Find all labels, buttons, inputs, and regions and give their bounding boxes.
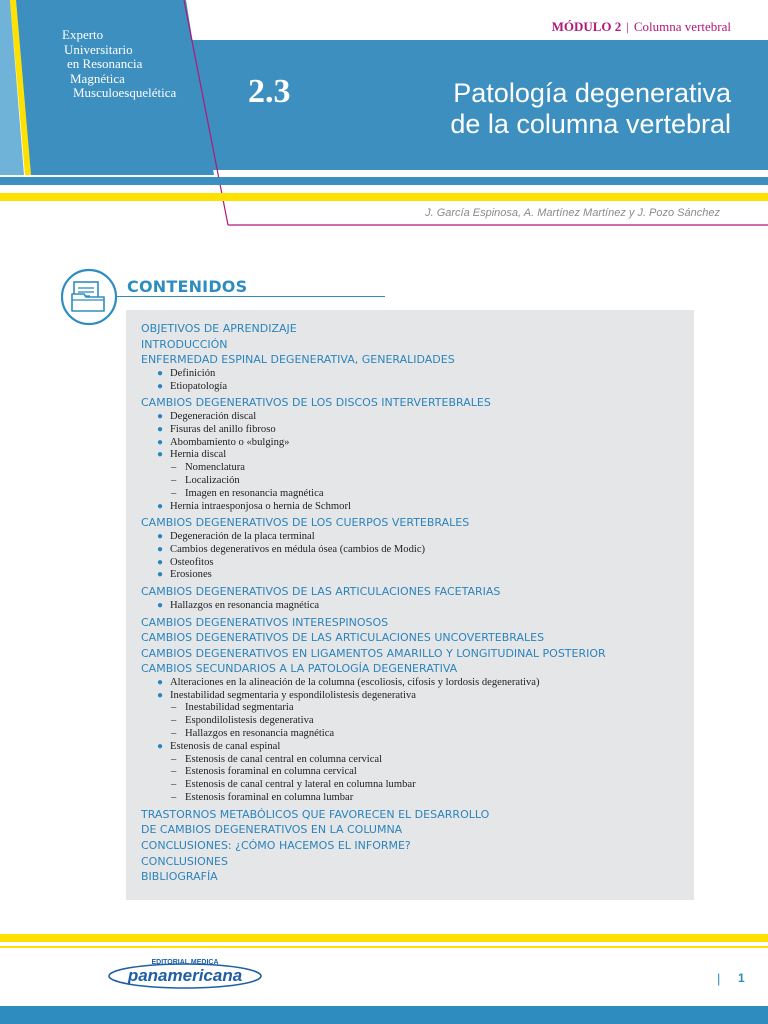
toc-subitem — [141, 600, 684, 613]
module-topic: Columna vertebral — [633, 19, 731, 34]
dash-icon: – — [171, 728, 177, 740]
toc-section-title: BIBLIOGRAFÍA — [141, 870, 218, 884]
toc-subitem — [141, 557, 684, 570]
toc-section-title: CAMBIOS DEGENERATIVOS EN LIGAMENTOS AMARILLO Y LONGITUDINAL POSTERIOR — [141, 646, 606, 660]
footer-yellow-line — [0, 946, 768, 948]
toc-subsubitem — [170, 792, 684, 805]
dash-icon: – — [171, 474, 177, 486]
toc-subitem-text: Osteofitos — [170, 556, 214, 568]
toc-subsubitem — [170, 702, 684, 715]
toc-subsubitem-text: Estenosis de canal central en columna cervical — [185, 753, 383, 765]
toc-section-title: CAMBIOS DEGENERATIVOS DE LAS ARTICULACIONES UNCOVERTEBRALES — [141, 631, 545, 645]
toc-subitem — [141, 411, 684, 424]
toc-subitem — [141, 677, 684, 690]
toc-subsubitem — [170, 488, 684, 501]
toc-section-title: TRASTORNOS METABÓLICOS QUE FAVORECEN EL DESARROLLO — [141, 807, 490, 821]
toc-section — [141, 630, 684, 646]
toc-subitem — [141, 690, 684, 741]
bullet-icon: ● — [157, 740, 164, 752]
toc-section-title: CAMBIOS DEGENERATIVOS DE LAS ARTICULACIONES FACETARIAS — [141, 585, 501, 599]
toc-subitem — [141, 501, 684, 514]
toc-subitem-list — [141, 411, 684, 513]
toc-subitem-list — [141, 677, 684, 805]
bullet-icon: ● — [157, 410, 164, 422]
toc-subitem — [141, 424, 684, 437]
toc-subitem-list — [141, 368, 684, 394]
document-folder-icon — [59, 267, 119, 327]
footer-blue-bar — [0, 1006, 768, 1024]
toc-section-title: CAMBIOS DEGENERATIVOS INTERESPINOSOS — [141, 615, 389, 629]
toc-section — [141, 515, 684, 582]
header-blue-stripe — [0, 177, 768, 185]
bullet-icon: ● — [157, 367, 164, 379]
toc-subsubitem-text: Estenosis foraminal en columna cervical — [185, 766, 357, 778]
toc-section — [141, 395, 684, 513]
publisher-name: panamericana — [127, 966, 243, 985]
series-title-line: Musculoesquelética — [73, 85, 177, 101]
toc-subsubitem-text: Espondilolistesis degenerativa — [185, 715, 314, 727]
toc-section-title: CAMBIOS DEGENERATIVOS DE LOS CUERPOS VERTEBRALES — [141, 516, 470, 530]
series-title — [62, 28, 176, 101]
bullet-icon: ● — [157, 500, 164, 512]
dash-icon: – — [171, 779, 177, 791]
toc-subsubitem — [170, 728, 684, 741]
bullet-icon: ● — [157, 380, 164, 392]
toc-section — [141, 337, 684, 353]
contents-heading: CONTENIDOS — [127, 277, 248, 296]
toc-subitem-text: Hernia discal — [170, 449, 227, 461]
publisher-top-text: EDITORIAL MEDICA — [151, 959, 219, 966]
series-title-line: Magnética — [70, 70, 125, 86]
toc-subitem-text: Degeneración discal — [170, 410, 257, 422]
toc-subsubitem-text: Estenosis de canal central y lateral en columna lumbar — [185, 779, 416, 791]
header-yellow-stripe — [0, 193, 768, 201]
series-title-line: Experto — [62, 27, 104, 42]
toc-section-title: CONCLUSIONES — [141, 854, 228, 868]
toc-subitem-list — [141, 531, 684, 582]
toc-subsubitem — [170, 475, 684, 488]
toc-section — [141, 615, 684, 631]
toc-subitem-text: Cambios degenerativos en médula ósea (cambios de Modic) — [170, 543, 426, 555]
page-number: 1 — [738, 971, 745, 985]
toc-subitem — [141, 381, 684, 394]
toc-subitem-text: Fisuras del anillo fibroso — [170, 423, 276, 435]
toc-section-title: OBJETIVOS DE APRENDIZAJE — [141, 322, 297, 335]
dash-icon: – — [171, 753, 177, 765]
dash-icon: – — [171, 766, 177, 778]
page-separator: | — [717, 971, 721, 986]
toc-subitem-text: Hernia intraesponjosa o hernia de Schmorl — [170, 500, 351, 512]
toc-subitem — [141, 569, 684, 582]
toc-list — [141, 321, 684, 885]
dash-icon: – — [171, 702, 177, 714]
table-of-contents — [126, 310, 694, 900]
toc-subitem-text: Estenosis de canal espinal — [170, 740, 281, 752]
toc-subsubitem-list — [170, 702, 684, 740]
toc-section-title: INTRODUCCIÓN — [141, 337, 228, 351]
toc-subsubitem-text: Localización — [185, 474, 240, 486]
toc-subitem-text: Erosiones — [170, 569, 212, 581]
toc-section — [141, 869, 684, 885]
bullet-icon: ● — [157, 599, 164, 611]
toc-subitem-text: Inestabilidad segmentaria y espondilolistesis degenerativa — [170, 689, 416, 701]
toc-subsubitem-text: Inestabilidad segmentaria — [185, 702, 294, 714]
toc-subitem-text: Alteraciones en la alineación de la columna (escoliosis, cifosis y lordosis degenerativa) — [170, 676, 540, 688]
bullet-icon: ● — [157, 423, 164, 435]
module-indicator — [552, 19, 731, 35]
authors: J. García Espinosa, A. Martínez Martínez y J. Pozo Sánchez — [425, 207, 720, 219]
series-title-line: en Resonancia — [67, 56, 143, 72]
toc-section — [141, 352, 684, 393]
footer-yellow-stripe — [0, 934, 768, 942]
toc-subsubitem-text: Estenosis foraminal en columna lumbar — [185, 792, 354, 804]
toc-subitem — [141, 368, 684, 381]
bullet-icon: ● — [157, 676, 164, 688]
bullet-icon: ● — [157, 436, 164, 448]
toc-section — [141, 854, 684, 870]
toc-subsubitem-list — [170, 754, 684, 805]
toc-section-title: CONCLUSIONES: ¿CÓMO HACEMOS EL INFORME? — [141, 839, 411, 853]
toc-subitem-text: Hallazgos en resonancia magnética — [170, 599, 320, 611]
toc-section-title: CAMBIOS SECUNDARIOS A LA PATOLOGÍA DEGENERATIVA — [141, 662, 458, 676]
toc-subsubitem — [170, 779, 684, 792]
chapter-title — [450, 78, 731, 140]
bullet-icon: ● — [157, 689, 164, 701]
toc-subitem — [141, 437, 684, 450]
toc-subsubitem — [170, 462, 684, 475]
toc-section — [141, 321, 684, 337]
toc-subitem-list — [141, 600, 684, 613]
chapter-title-line: Patología degenerativa — [453, 78, 731, 108]
toc-subitem — [141, 531, 684, 544]
chapter-number: 2.3 — [248, 73, 291, 110]
publisher-logo — [105, 955, 265, 991]
toc-subsubitem — [170, 754, 684, 767]
toc-subitem-text: Abombamiento o «bulging» — [170, 436, 290, 448]
bullet-icon: ● — [157, 569, 164, 581]
toc-section — [141, 822, 684, 838]
bullet-icon: ● — [157, 449, 164, 461]
bullet-icon: ● — [157, 543, 164, 555]
toc-subsubitem-text: Imagen en resonancia magnética — [185, 487, 324, 499]
toc-subitem-text: Definición — [170, 367, 216, 379]
series-title-line: Universitario — [64, 41, 133, 57]
bullet-icon: ● — [157, 556, 164, 568]
toc-subsubitem — [170, 766, 684, 779]
contents-heading-underline — [117, 296, 385, 297]
toc-subitem-text: Degeneración de la placa terminal — [170, 530, 315, 542]
module-separator: | — [626, 19, 629, 34]
toc-section — [141, 807, 684, 823]
dash-icon: – — [171, 715, 177, 727]
page-header — [0, 0, 768, 240]
dash-icon: – — [171, 792, 177, 804]
toc-section — [141, 838, 684, 854]
toc-section-title: ENFERMEDAD ESPINAL DEGENERATIVA, GENERALIDADES — [141, 353, 455, 367]
toc-subsubitem-text: Hallazgos en resonancia magnética — [185, 728, 335, 740]
dash-icon: – — [171, 462, 177, 474]
toc-section — [141, 584, 684, 612]
toc-subsubitem-text: Nomenclatura — [185, 462, 246, 474]
chapter-title-line: de la columna vertebral — [450, 109, 731, 139]
toc-section-title: DE CAMBIOS DEGENERATIVOS EN LA COLUMNA — [141, 823, 403, 837]
toc-subitem — [141, 449, 684, 500]
toc-section — [141, 646, 684, 662]
toc-section-title: CAMBIOS DEGENERATIVOS DE LOS DISCOS INTERVERTEBRALES — [141, 396, 491, 410]
toc-subsubitem — [170, 715, 684, 728]
bullet-icon: ● — [157, 530, 164, 542]
toc-section — [141, 661, 684, 805]
toc-subitem — [141, 544, 684, 557]
toc-subitem — [141, 741, 684, 805]
toc-subsubitem-list — [170, 462, 684, 500]
module-label: MÓDULO 2 — [551, 19, 622, 34]
toc-subitem-text: Etiopatología — [170, 380, 228, 392]
dash-icon: – — [171, 487, 177, 499]
